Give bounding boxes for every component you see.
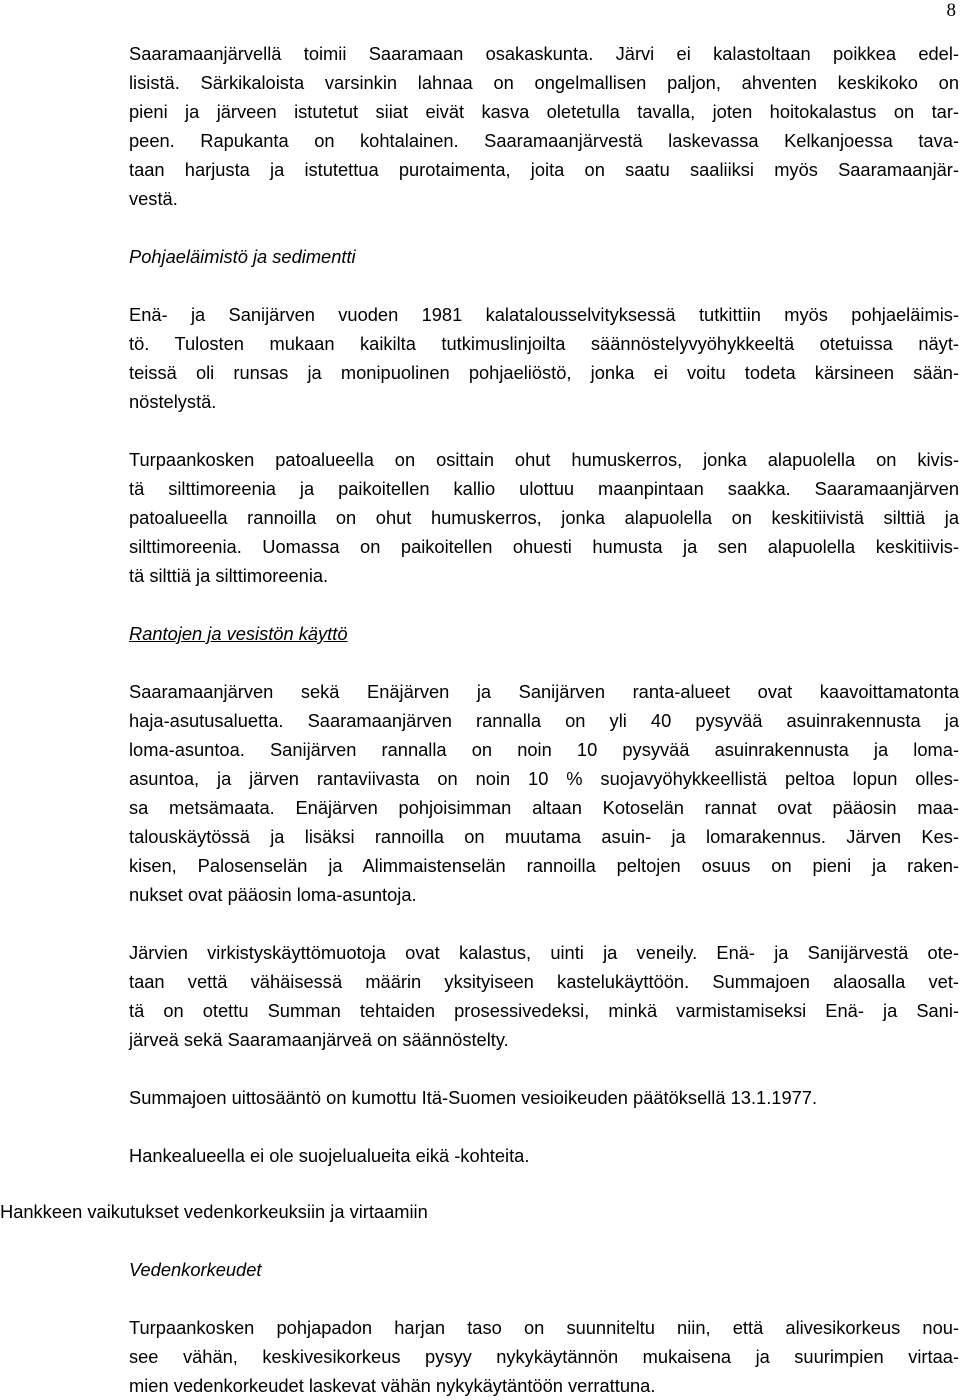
subheading-benthos: Pohjaeläimistö ja sedimentti bbox=[129, 246, 356, 267]
document-body bbox=[129, 39, 959, 1170]
text-line: Turpaankosken patoalueella on osittain ohut humuskerros, jonka alapuolella on kivis- bbox=[129, 449, 959, 470]
text-line: mien vedenkorkeudet laskevat vähän nykykäytäntöön verrattuna. bbox=[129, 1375, 656, 1396]
text-line: haja-asutusaluetta. Saaramaanjärven rannalla on yli 40 pysyvää asuinrakennusta ja bbox=[129, 710, 959, 731]
paragraph-shore-use bbox=[129, 677, 959, 909]
paragraph-protection bbox=[129, 1141, 959, 1170]
text-line: järveä sekä Saaramaanjärveä on säännöstelty. bbox=[129, 1029, 509, 1050]
text-line: loma-asuntoa. Sanijärven rannalla on noin 10 pysyvää asuinrakennusta ja loma- bbox=[129, 739, 959, 760]
text-line: vestä. bbox=[129, 188, 178, 209]
page-number: 8 bbox=[946, 0, 956, 21]
text-line: nukset ovat pääosin loma-asuntoja. bbox=[129, 884, 417, 905]
text-line: see vähän, keskivesikorkeus pysyy nykykäytännön mukaisena ja suurimpien virtaa- bbox=[129, 1346, 959, 1367]
text-line: teissä oli runsas ja monipuolinen pohjaeliöstö, jonka ei voitu todeta kärsineen sään- bbox=[129, 362, 959, 383]
subheading-shore-use-text: Rantojen ja vesistön käyttö bbox=[129, 623, 348, 644]
text-line: tä silttiä ja silttimoreenia. bbox=[129, 565, 329, 586]
text-line: patoalueella rannoilla on ohut humuskerros, jonka alapuolella on keskitiivistä silttiä ja bbox=[129, 507, 959, 528]
paragraph-water-levels bbox=[129, 1313, 959, 1400]
text-line: lisistä. Särkikaloista varsinkin lahnaa on ongelmallisen paljon, ahventen keskikoko on bbox=[129, 72, 959, 93]
text-line: tä silttimoreenia ja paikoitellen kallio ulottuu maanpintaan saakka. Saaramaanjärven bbox=[129, 478, 959, 499]
text-line: asuntoa, ja järven rantaviivasta on noin 10 % suojavyöhykkeellistä peltoa lopun olles- bbox=[129, 768, 959, 789]
paragraph-floating-rule bbox=[129, 1083, 959, 1112]
text-line: Järvien virkistyskäyttömuotoja ovat kalastus, uinti ja veneily. Enä- ja Sanijärvestä ote- bbox=[129, 942, 959, 963]
text-line: Saaramaanjärven sekä Enäjärven ja Sanijärven ranta-alueet ovat kaavoittamatonta bbox=[129, 681, 959, 702]
text-line: taan vettä vähäisessä määrin yksityiseen kastelukäyttöön. Summajoen alaosalla vet- bbox=[129, 971, 959, 992]
text-line: sa metsämaata. Enäjärven pohjoisimman altaan Kotoselän rannat ovat pääosin maa- bbox=[129, 797, 959, 818]
text-line: tä on otettu Summan tehtaiden prosessivedeksi, minkä varmistamiseksi Enä- ja Sani- bbox=[129, 1000, 959, 1021]
text-line: peen. Rapukanta on kohtalainen. Saaramaanjärvestä laskevassa Kelkanjoessa tava- bbox=[129, 130, 959, 151]
text-line: Summajoen uittosääntö on kumottu Itä-Suomen vesioikeuden päätöksellä 13.1.1977. bbox=[129, 1087, 818, 1108]
paragraph-benthos bbox=[129, 300, 959, 416]
text-line: taan harjusta ja istutettua purotaimenta, joita on saatu saaliiksi myös Saaramaanjär- bbox=[129, 159, 959, 180]
text-line: talouskäytössä ja lisäksi rannoilla on muutama asuin- ja lomarakennus. Järven Kes- bbox=[129, 826, 959, 847]
text-line: tö. Tulosten mukaan kaikilta tutkimuslinjoilta säännöstelyvyöhykkeeltä otetuissa näyt- bbox=[129, 333, 959, 354]
text-line: silttimoreenia. Uomassa on paikoitellen ohuesti humusta ja sen alapuolella keskitiivis- bbox=[129, 536, 959, 557]
text-line: pieni ja järveen istutetut siiat eivät kasva oletetulla tavalla, joten hoitokalastus on tar- bbox=[129, 101, 959, 122]
text-line: Enä- ja Sanijärven vuoden 1981 kalatalousselvityksessä tutkittiin myös pohjaeläimis- bbox=[129, 304, 959, 325]
section-heading-impacts: Hankkeen vaikutukset vedenkorkeuksiin ja virtaamiin bbox=[0, 1201, 428, 1222]
paragraph-soil bbox=[129, 445, 959, 590]
text-line: Saaramaanjärvellä toimii Saaramaan osakaskunta. Järvi ei kalastoltaan poikkea edel- bbox=[129, 43, 959, 64]
paragraph-fish-stock bbox=[129, 39, 959, 213]
subheading-shore-use bbox=[129, 619, 959, 648]
text-line: Turpaankosken pohjapadon harjan taso on suunniteltu niin, että alivesikorkeus nou- bbox=[129, 1317, 959, 1338]
subheading-water-levels: Vedenkorkeudet bbox=[129, 1259, 262, 1280]
text-line: kisen, Palosenselän ja Alimmaistenselän rannoilla peltojen osuus on pieni ja raken- bbox=[129, 855, 959, 876]
paragraph-recreation bbox=[129, 938, 959, 1054]
document-body-continued bbox=[129, 1255, 959, 1400]
text-line: Hankealueella ei ole suojelualueita eikä -kohteita. bbox=[129, 1145, 530, 1166]
text-line: nöstelystä. bbox=[129, 391, 217, 412]
